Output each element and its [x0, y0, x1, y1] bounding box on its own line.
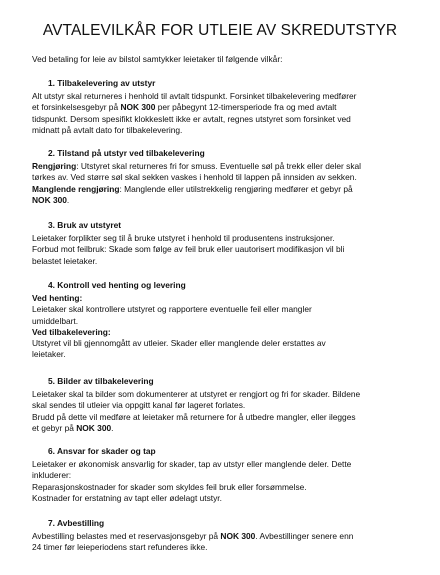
bold-text: NOK 300 — [120, 102, 156, 113]
body-line: Manglende rengjøring: Manglende eller utilstrekkelig rengjøring medfører et gebyr på — [32, 183, 353, 194]
body-line: belastet leietaker. — [32, 255, 98, 266]
body-line: Forbud mot feilbruk: Skade som følge av feil bruk eller uautorisert modifikasjon vil bli — [32, 244, 345, 255]
bold-text: Ved henting: — [32, 293, 83, 304]
section-6-liability — [32, 446, 416, 504]
body-line: umiddelbart. — [32, 315, 79, 326]
body-line: tidspunkt. Dersom spesifikt klokkeslett ikke er avtalt, regnes utstyret som forsinket ved — [32, 113, 351, 124]
section-body — [32, 91, 416, 136]
body-line: tørkes av. Ved større søl skal sekken vaskes i henhold til lappen på innsiden av sekken. — [32, 172, 357, 183]
body-line: skal sendes til utleier via oppgitt kanal før lageret forlates. — [32, 400, 246, 411]
section-2-condition-of-equipment — [32, 148, 416, 206]
section-7-cancellation — [32, 518, 416, 554]
body-line: Alt utstyr skal returneres i henhold til avtalt tidspunkt. Forsinket tilbakelevering medfører — [32, 91, 357, 102]
body-line: midnatt på avtalt dato for tilbakelevering. — [32, 124, 183, 135]
bold-text: NOK 300 — [220, 531, 256, 542]
body-line: leietaker. — [32, 349, 66, 360]
section-body — [32, 459, 416, 504]
body-line: Reparasjonskostnader for skader som skyldes feil bruk eller forsømmelse. — [32, 481, 307, 492]
section-heading: 5. Bilder av tilbakelevering — [48, 376, 154, 386]
section-body — [32, 293, 416, 360]
body-line: Utstyret vil bli gjennomgått av utleier. Skader eller manglende deler erstattes av — [32, 338, 326, 349]
body-line — [32, 293, 416, 304]
section-heading: 2. Tilstand på utstyr ved tilbakelevering — [48, 148, 205, 158]
bold-text: Ved tilbakelevering: — [32, 326, 111, 337]
section-heading: 6. Ansvar for skader og tap — [48, 446, 156, 456]
section-5-return-photos — [32, 376, 416, 434]
body-line: Brudd på dette vil medføre at leietaker må returnere for å utbedre mangler, eller ilegges — [32, 411, 356, 422]
section-heading: 7. Avbestilling — [48, 518, 105, 528]
body-line: Rengjøring: Utstyret skal returneres fri for smuss. Eventuelle søl på trekk eller deler skal — [32, 161, 362, 172]
section-3-use-of-equipment — [32, 220, 416, 267]
section-body — [32, 233, 416, 267]
body-line: Kostnader for erstatning av tapt eller ødelagt utstyr. — [32, 492, 222, 503]
body-line: Leietaker forplikter seg til å bruke utstyret i henhold til produsentens instruksjoner. — [32, 233, 335, 244]
section-body — [32, 531, 416, 553]
document-title: AVTALEVILKÅR FOR UTLEIE AV SKREDUTSTYR — [42, 22, 398, 39]
body-line: NOK 300. — [32, 194, 70, 205]
body-line: Leietaker er økonomisk ansvarlig for skader, tap av utstyr eller manglende deler. Dette — [32, 459, 352, 470]
body-line: 24 timer før leieperiodens start refunderes ikke. — [32, 542, 208, 553]
body-line: Avbestilling belastes med et reservasjonsgebyr på NOK 300. Avbestillinger senere enn — [32, 531, 354, 542]
body-line: et gebyr på NOK 300. — [32, 422, 114, 433]
body-line: Leietaker skal ta bilder som dokumenterer at utstyret er rengjort og fri for skader. Bildene — [32, 389, 361, 400]
body-line: inkluderer: — [32, 470, 72, 481]
section-body — [32, 389, 416, 434]
bold-text: NOK 300 — [32, 194, 67, 205]
bold-text: NOK 300 — [76, 422, 112, 433]
section-4-inspection — [32, 280, 416, 360]
bold-text: Rengjøring — [32, 161, 77, 172]
body-line: Leietaker skal kontrollere utstyret og rapportere eventuelle feil eller mangler — [32, 304, 312, 315]
section-heading: 3. Bruk av utstyret — [48, 220, 122, 230]
body-line — [32, 327, 416, 338]
section-body — [32, 161, 416, 206]
intro-text: Ved betaling for leie av bilstol samtykker leietaker til følgende vilkår: — [32, 54, 283, 64]
body-line: et forsinkelsesgebyr på NOK 300 per påbegynt 12-timersperiode fra og med avtalt — [32, 102, 337, 113]
section-1-return-of-equipment — [32, 78, 416, 136]
section-heading: 1. Tilbakelevering av utstyr — [48, 78, 156, 88]
bold-text: Manglende rengjøring — [32, 183, 120, 194]
section-heading: 4. Kontroll ved henting og levering — [48, 280, 186, 290]
